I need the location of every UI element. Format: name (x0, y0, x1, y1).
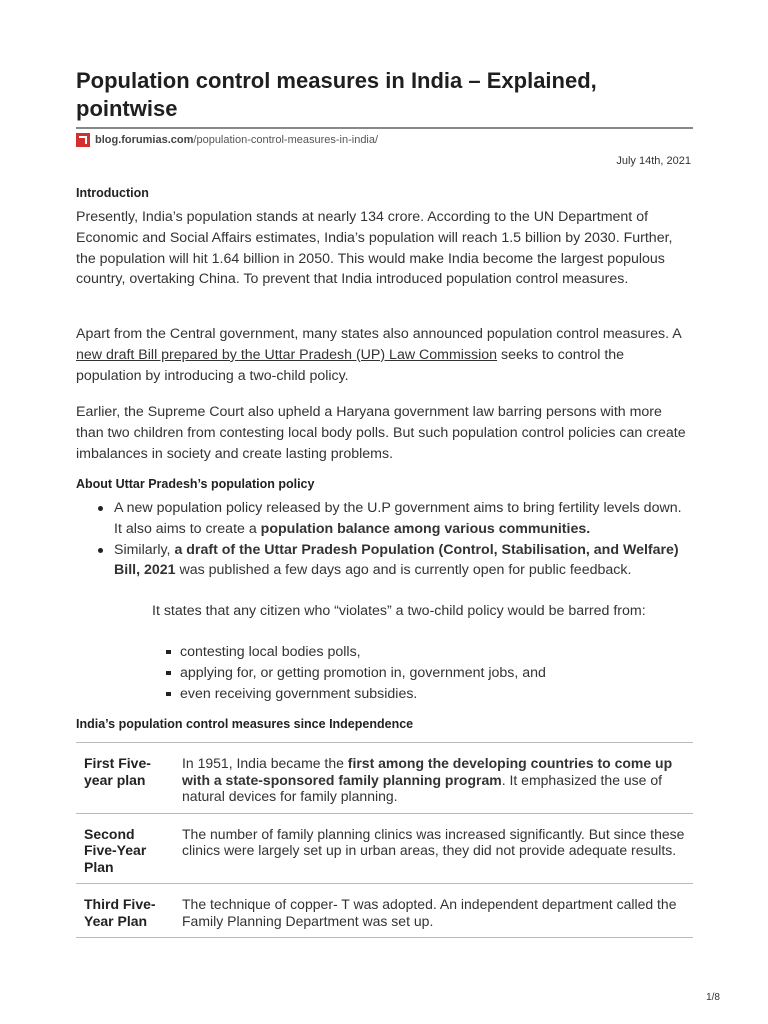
intro-paragraph-1: Presently, India’s population stands at nearly 134 crore. According to the UN Department of Economic and Social Affairs estimates, India’s population will reach 1.5 billion by 2030. Further, the population will hit 1.64 billion in 2050. This would make India become the largest populous country, overtaking China. To prevent that India introduced population control measures. (76, 209, 673, 288)
list-item (166, 663, 546, 684)
list-item (166, 684, 546, 705)
list-item (76, 540, 693, 582)
post-date: July 14th, 2021 (616, 155, 691, 167)
title-divider (76, 127, 693, 129)
plan-description (174, 884, 693, 938)
list-item (76, 498, 693, 540)
section-heading-up-policy: About Uttar Pradesh’s population policy (76, 477, 315, 491)
text-segment: Apart from the Central government, many states also announced population control measures. A (76, 326, 681, 342)
source-domain: blog.forumias.com (95, 134, 194, 146)
measures-table (76, 742, 693, 938)
text-segment: The technique of copper- T was adopted. An independent department called the Family Planning Department was set up. (182, 896, 677, 929)
draft-bill-link[interactable]: new draft Bill prepared by the Uttar Pradesh (UP) Law Commission (76, 346, 498, 363)
table-row (76, 813, 693, 884)
bullet-icon (98, 548, 103, 553)
list-item (166, 642, 546, 663)
text-segment: A new population policy released by the U.P government aims to bring fertility levels down. It also aims to create a (114, 500, 682, 537)
plan-name: Third Five-Year Plan (84, 896, 156, 929)
page-title: Population control measures in India – Explained, pointwise (76, 68, 597, 121)
list-item-text: applying for, or getting promotion in, government jobs, and (180, 664, 546, 681)
text-segment: seeks to control the population by introducing a two-child policy. (76, 346, 625, 384)
square-bullet-icon (166, 650, 171, 654)
text-segment: was published a few days ago and is currently open for public feedback. (175, 562, 632, 579)
bill-states-text: It states that any citizen who “violates” a two-child policy would be barred from: (152, 603, 646, 619)
bold-text: population balance among various communities. (260, 520, 591, 537)
plan-description (174, 743, 693, 814)
list-item-text: contesting local bodies polls, (180, 644, 361, 660)
text-segment: The number of family planning clinics was increased significantly. But since these clinics were largely set up in urban areas, they did not provide adequate results. (182, 825, 685, 858)
table-row (76, 884, 693, 938)
text-segment: . It emphasized the use of natural devices for family planning. (182, 771, 663, 804)
text-segment: Similarly, (114, 541, 175, 558)
square-bullet-icon (166, 671, 171, 675)
section-heading-introduction: Introduction (76, 186, 149, 200)
forumias-logo-icon (76, 133, 90, 147)
table-row (76, 743, 693, 814)
text-segment: In 1951, India became the (182, 755, 348, 771)
section-heading-measures: India’s population control measures since Independence (76, 717, 414, 731)
plan-name: First Five-year plan (84, 755, 151, 788)
source-path: /population-control-measures-in-india/ (193, 134, 379, 146)
bold-text: a draft of the Uttar Pradesh Population (Control, Stabilisation, and Welfare) Bill, 2021 (114, 541, 679, 579)
up-policy-list (76, 498, 693, 581)
plan-description (174, 813, 693, 884)
page-number: 1/8 (706, 992, 720, 1003)
list-item-text: even receiving government subsidies. (180, 685, 418, 702)
intro-paragraph-2 (76, 324, 693, 386)
intro-paragraph-3: Earlier, the Supreme Court also upheld a Haryana government law barring persons with more than two children from contesting local body polls. But such population control policies can create imbalances in society and create lasting problems. (76, 404, 686, 462)
square-bullet-icon (166, 692, 171, 696)
source-link[interactable] (76, 132, 378, 148)
barred-activities-list (166, 642, 546, 704)
plan-name: Second Five-Year Plan (84, 825, 147, 875)
bold-text: first among the developing countries to come up with a state-sponsored family planning program (182, 755, 673, 788)
bullet-icon (98, 506, 103, 511)
